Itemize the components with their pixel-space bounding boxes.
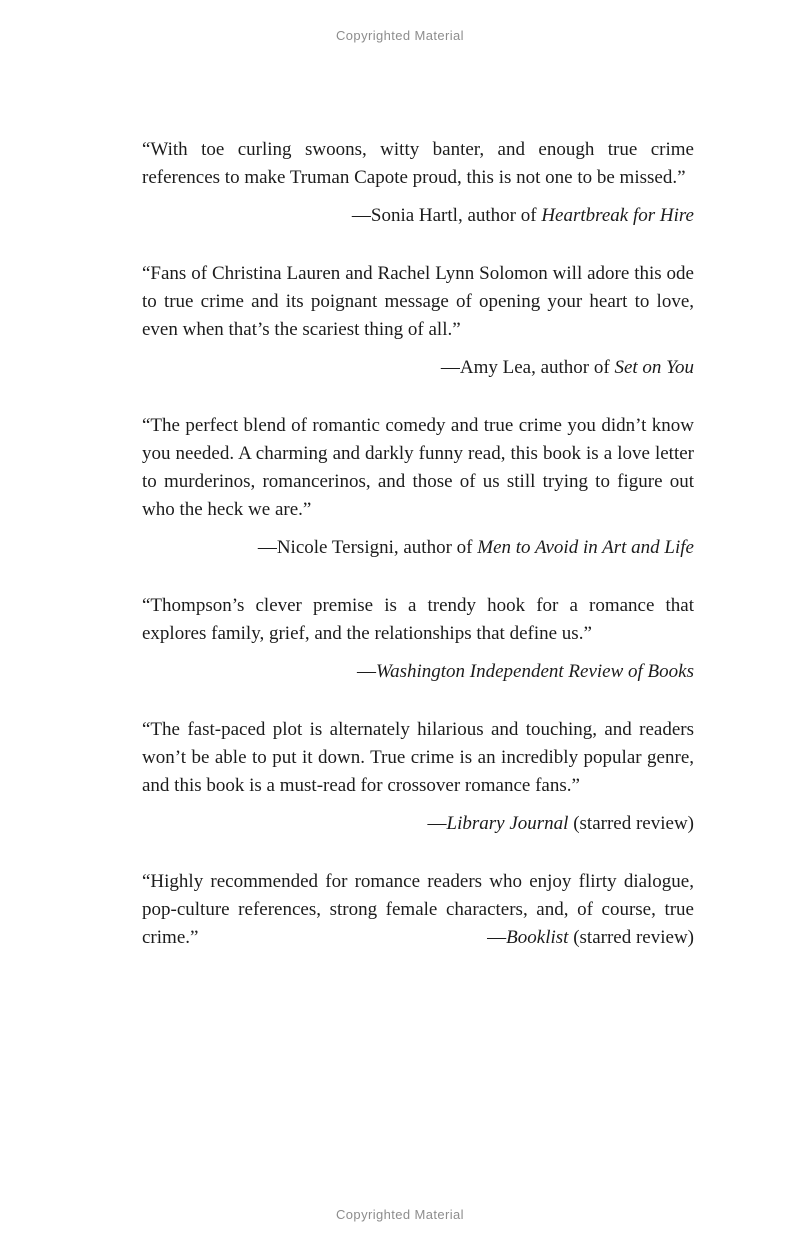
review-quote — [142, 412, 694, 562]
attribution-work-title: Heartbreak for Hire — [541, 205, 694, 226]
attribution-work-title: Washington Independent Review of Books — [375, 661, 694, 682]
quote-attribution — [142, 202, 694, 230]
review-quote — [142, 260, 694, 382]
attribution-work-title: Men to Avoid in Art and Life — [477, 537, 694, 558]
quote-text: “Thompson’s clever premise is a trendy hook for a romance that explores family, grief, and the relationships that define us.” — [142, 595, 694, 644]
quote-attribution — [142, 658, 694, 686]
review-quote — [142, 136, 694, 230]
attribution-name: — — [356, 661, 376, 682]
quote-text: “The fast-paced plot is alternately hilarious and touching, and readers won’t be able to put it down. True crime is an incredibly popular genre, and this book is a must-read for crossover romance fans.” — [142, 719, 694, 796]
attribution-name: —Amy Lea, author of — [440, 357, 615, 378]
quote-text: “Highly recommended for romance readers who enjoy flirty dialogue, pop-culture references, strong female characters, and, of course, true crime.” — [142, 871, 694, 948]
attribution-suffix: (starred review) — [568, 927, 694, 948]
quote-attribution — [142, 534, 694, 562]
praise-page-content — [142, 136, 694, 982]
attribution-name: — — [487, 927, 507, 948]
review-quote — [142, 716, 694, 838]
quote-text: “With toe curling swoons, witty banter, and enough true crime references to make Truman Capote proud, this is not one to be missed.” — [142, 139, 694, 188]
attribution-name: —Sonia Hartl, author of — [351, 205, 542, 226]
attribution-work-title: Set on You — [614, 357, 694, 378]
attribution-suffix: (starred review) — [568, 813, 694, 834]
review-quote — [142, 868, 694, 952]
attribution-name: —Nicole Tersigni, author of — [257, 537, 478, 558]
attribution-name: — — [427, 813, 447, 834]
copyright-notice-bottom: Copyrighted Material — [336, 1207, 464, 1222]
attribution-work-title: Library Journal — [446, 813, 569, 834]
quote-text: “The perfect blend of romantic comedy and true crime you didn’t know you needed. A charming and darkly funny read, this book is a love letter to murderinos, romancerinos, and those of us still trying to figure out who the heck we are.” — [142, 415, 694, 520]
quote-attribution — [142, 354, 694, 382]
quote-attribution — [142, 924, 694, 952]
review-quote — [142, 592, 694, 686]
quote-text: “Fans of Christina Lauren and Rachel Lynn Solomon will adore this ode to true crime and its poignant message of opening your heart to love, even when that’s the scariest thing of all.” — [142, 263, 694, 340]
quote-attribution — [142, 810, 694, 838]
attribution-work-title: Booklist — [506, 927, 569, 948]
copyright-notice-top: Copyrighted Material — [336, 28, 464, 43]
